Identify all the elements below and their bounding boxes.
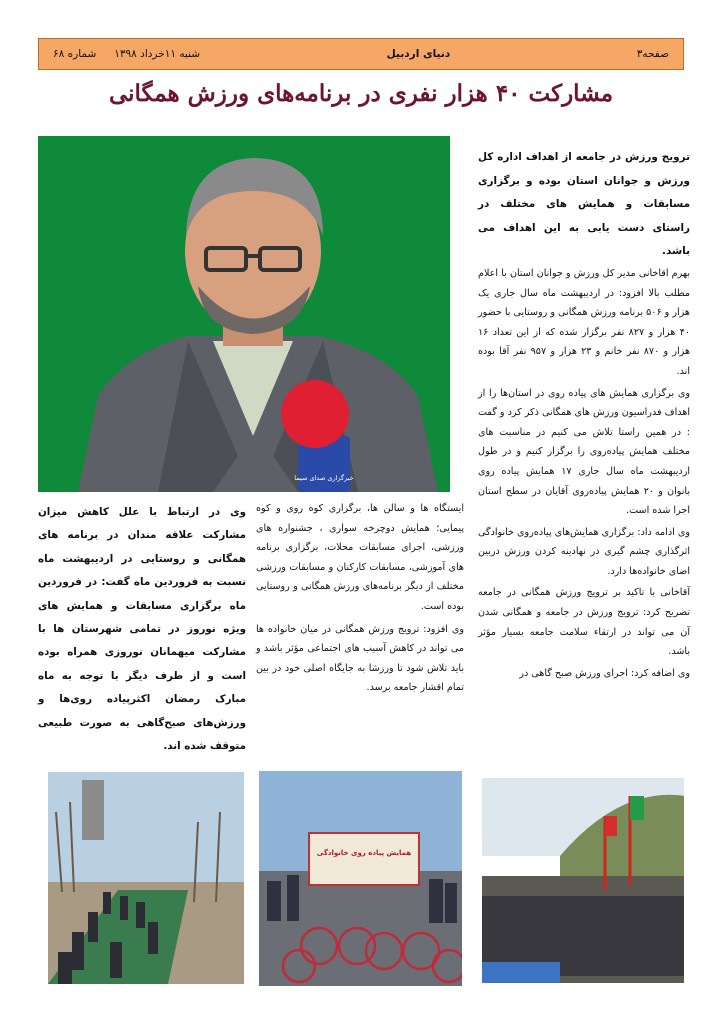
- page-header-bar: [38, 38, 684, 70]
- article-headline: مشارکت ۴۰ هزار نفری در برنامه‌های ورزش همگانی: [108, 80, 614, 107]
- issue-info: [53, 48, 200, 60]
- paragraph-right-2: وی برگزاری همایش های پیاده روی در استان‌ها را از اهداف فدراسیون ورزش های همگانی ذکر کرد و گفت : در همین راستا تلاش می کنیم در مناسبت های مختلف همایش پیاده‌روی را برگزار کنیم و در طول اردیبهشت ماه سال جاری ۱۷ همایش پیاده روی بانوان و ۲۰ همایش پیاده‌روی آقایان در سطح استان اجرا شده است.: [478, 387, 690, 517]
- paragraph-right-3: وی ادامه داد: برگزاری همایش‌های پیاده‌روی خانوادگی اثرگذاری چشم گیری در نهادینه کردن ورزش دربین اضای خانواده‌ها دارد.: [478, 526, 690, 577]
- main-photo-official-with-microphone: [38, 136, 450, 492]
- publication-name: دنیای اردبیل: [386, 48, 451, 60]
- paragraph-middle-2: وی افزود: ترویج ورزش همگانی در میان خانواده ها می تواند در کاهش آسیب های اجتماعی مؤثر باشد و باید تلاش شود تا ورزشا به جایگاه اصلی خود در بین تمام اقشار جامعه برسد.: [256, 623, 464, 694]
- article-lead: ترویج ورزش در جامعه از اهداف اداره کل ورزش و جوانان استان بوده و برگزاری مسابقات و همایش های مختلف در راستای دست یابی به این اهداف می باشد.: [478, 151, 690, 258]
- article-column-middle: [256, 499, 464, 701]
- article-column-right: [478, 146, 690, 685]
- article-column-left: [38, 501, 246, 758]
- page-number: صفحه۳: [636, 48, 669, 60]
- paragraph-right-4: آقاخانی با تاکید بر ترویج ورزش همگانی در جامعه تصریح کرد: ترویج ورزش در جامعه و همگانی شدن آن می تواند در ارتقاء سلامت جامعه بسیار مؤثر باشد.: [478, 587, 690, 658]
- paragraph-right-1: بهرم اقاخانی مدیر کل ورزش و جوانان استان با اعلام مطلب بالا افزود: در اردیبهشت ماه سال جاری یک هزار و ۵۰۶ برنامه ورزش همگانی و روستایی با حضور ۴۰ هزار و ۸۲۷ نفر برگزار شده که از این تعداد ۱۶ هزار و ۸۷۰ نفر خانم و ۲۳ هزار و ۹۵۷ نفر آقا بوده اند.: [477, 267, 691, 377]
- microphone-flag-label: خبرگزاری صدای سیما: [294, 474, 354, 482]
- paragraph-middle-1: ایستگاه ها و سالن ها، برگزاری کوه روی و کوه پیمایی؛ همایش دوچرخه سواری ، جشنواره های ورزشی، اجرای مسابقات محلات، برگزاری برنامه های آموزشی، مسابقات کارکنان و مسابقات ورزشی مختلف از دیگر برنامه‌های ورزش همگانی و روستایی بوده است.: [256, 503, 464, 612]
- issue-number: شماره ۶۸: [53, 48, 97, 60]
- photo-crowd-rally: [480, 776, 686, 985]
- issue-date: شنبه ۱۱خرداد ۱۳۹۸: [114, 48, 201, 60]
- paragraph-right-5: وی اضافه کرد: اجرای ورزش صبح گاهی در: [519, 667, 690, 679]
- paragraph-left-1: وی در ارتباط با علل کاهش میزان مشارکت علاقه مندان در برنامه های همگانی و روستایی در اردیبهشت ماه نسبت به فروردین ماه گفت: در فروردین ماه برگزاری مسابقات و همایش های ویژه نوروز در تمامی شهرستان ها با مشارکت میهمانان نوروزی همراه بوده است و از طرف دیگر با توجه به ماه مبارک رمضان اکثرپیاده روی‌ها و ورزش‌های صبح‌گاهی به صورت طبیعی متوقف شده اند.: [38, 506, 246, 753]
- bikes-banner-text: همایش پیاده روی خانوادگی: [316, 849, 412, 857]
- photo-walking-event: [48, 772, 244, 984]
- photo-bicycles-event: [259, 771, 462, 986]
